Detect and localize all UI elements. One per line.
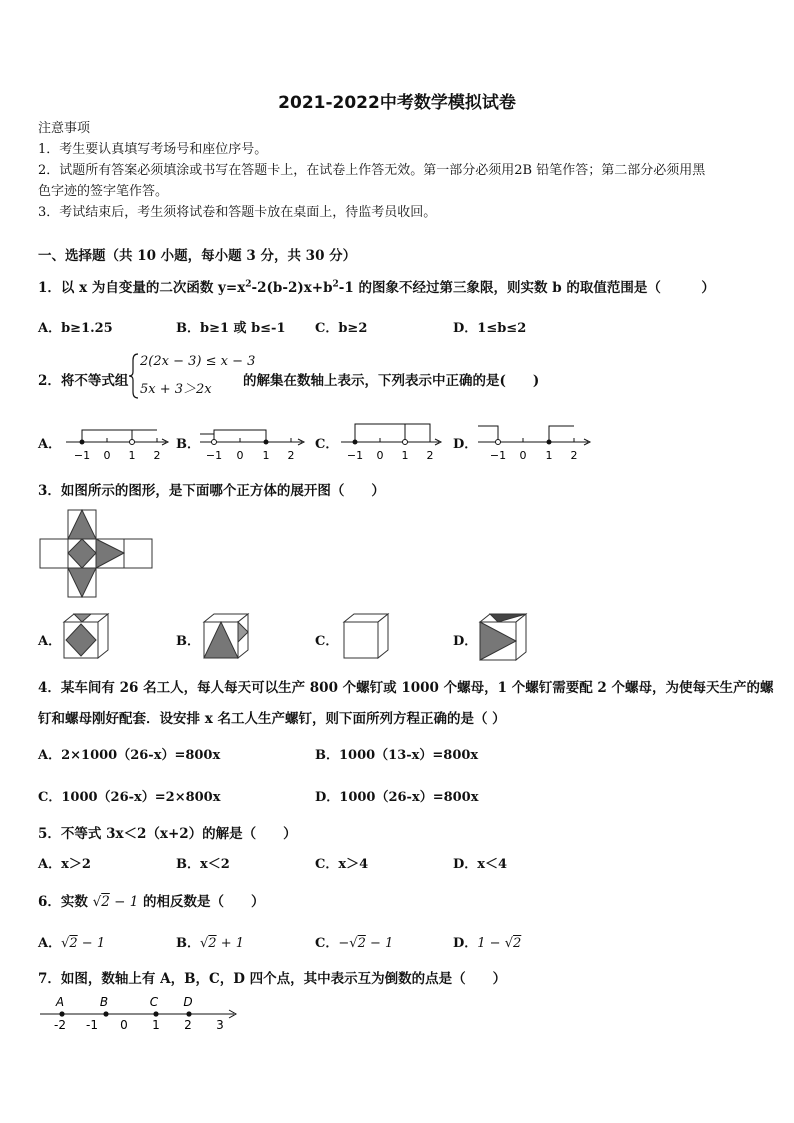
question-1: [38, 276, 715, 296]
tick-label: 2: [153, 449, 161, 462]
q3-option-d-cube[interactable]: [476, 612, 532, 664]
tick-label: 0: [519, 449, 527, 462]
option-expression: 1 − √2: [477, 936, 522, 951]
notice-item: 色字迹的签字笔作答。: [38, 184, 169, 199]
notice-item: 1．考生要认真填写考场号和座位序号。: [38, 142, 268, 157]
option-expression: −√2 − 1: [338, 936, 394, 951]
tick-label: 0: [103, 449, 111, 462]
tick-label: 1: [401, 449, 409, 462]
option-expression: √2 + 1: [200, 936, 245, 951]
tick-label: 0: [236, 449, 244, 462]
question-6: [38, 890, 265, 910]
q3-option-d-label[interactable]: D．: [453, 634, 478, 649]
q6-expression: √2 − 1: [92, 894, 139, 910]
q2-inequality-1: 2(2x − 3) ≤ x − 3: [140, 354, 256, 369]
q2-text-post: 的解集在数轴上表示，下列表示中正确的是( ): [243, 373, 540, 389]
q2-option-c-label[interactable]: C．: [315, 437, 339, 452]
q6-text-post: 的相反数是（ ）: [143, 894, 265, 910]
notice-item: 2．试题所有答案必须填涂或书写在答题卡上，在试卷上作答无效。第一部分必须用2B 铅笔作答；第二部分必须用黑: [38, 163, 706, 178]
tick-label: 0: [376, 449, 384, 462]
question-3: 3．如图所示的图形，是下面哪个正方体的展开图（ ）: [38, 483, 385, 499]
notice-heading: 注意事项: [38, 121, 91, 136]
q2-option-c-number-line[interactable]: [337, 420, 445, 464]
q2-option-b-number-line[interactable]: [196, 420, 308, 464]
tick-label: 0: [120, 1018, 128, 1032]
tick-label: -1: [86, 1018, 98, 1032]
q7-number-line: [36, 992, 246, 1034]
q5-option-b[interactable]: B．x＜2: [176, 857, 230, 872]
option-expression: √2 − 1: [61, 936, 106, 951]
tick-label: 2: [184, 1018, 192, 1032]
q2-text-pre: 2．将不等式组: [38, 373, 129, 389]
q3-option-c-label[interactable]: C．: [315, 634, 339, 649]
q1-option-d[interactable]: D．1≤b≤2: [453, 321, 527, 336]
q6-option-a[interactable]: [38, 932, 105, 951]
q2-option-a-number-line[interactable]: [62, 420, 172, 464]
point-label-d: D: [183, 995, 193, 1009]
tick-label: −1: [489, 449, 507, 462]
option-label: C．: [315, 936, 339, 951]
q1-text-pre: 1．以 x 为自变量的二次函数 y=x: [38, 280, 246, 296]
q3-option-b-cube[interactable]: [200, 612, 252, 662]
tick-label: −1: [73, 449, 91, 462]
q1-option-b[interactable]: B．b≥1 或 b≤-1: [176, 321, 286, 336]
tick-label: 1: [128, 449, 136, 462]
q4-option-a[interactable]: A．2×1000（26-x）=800x: [38, 748, 221, 763]
option-label: A．: [38, 936, 62, 951]
q6-expression-tail: − 1: [109, 894, 139, 910]
q2-option-d-label[interactable]: D．: [453, 437, 478, 452]
q6-option-b[interactable]: [176, 932, 244, 951]
tick-label: 3: [216, 1018, 224, 1032]
q2-option-a-label[interactable]: A．: [38, 437, 62, 452]
point-label-b: B: [99, 995, 109, 1009]
notice-item: 3．考试结束后，考生须将试卷和答题卡放在桌面上，待监考员收回。: [38, 205, 437, 220]
tick-label: 2: [287, 449, 295, 462]
q2-brace: [128, 352, 140, 400]
question-5: 5．不等式 3x＜2（x+2）的解是（ ）: [38, 826, 297, 842]
q4-option-c[interactable]: C．1000（26-x）=2×800x: [38, 790, 221, 805]
tick-label: −1: [346, 449, 364, 462]
q6-option-c[interactable]: [315, 932, 393, 951]
q2-inequality-2: 5x + 3＞2x: [140, 382, 212, 397]
tick-label: 1: [545, 449, 553, 462]
q1-option-c[interactable]: C．b≥2: [315, 321, 368, 336]
q1-text-post: -1 的图象不经过第三象限，则实数 b 的取值范围是（ ）: [338, 280, 715, 296]
point-label-a: A: [55, 995, 65, 1009]
q4-option-b[interactable]: B．1000（13-x）=800x: [315, 748, 479, 763]
q3-option-c-cube[interactable]: [340, 612, 392, 662]
option-label: B．: [176, 936, 200, 951]
q1-option-a[interactable]: A．b≥1.25: [38, 321, 113, 336]
tick-label: 1: [262, 449, 270, 462]
q2-option-d-number-line[interactable]: [474, 420, 594, 464]
question-4-line-1: 4．某车间有 26 名工人，每人每天可以生产 800 个螺钉或 1000 个螺母，1 个螺钉需要配 2 个螺母，为使每天生产的螺: [38, 680, 774, 696]
section-heading: 一、选择题（共 10 小题，每小题 3 分，共 30 分）: [38, 248, 357, 264]
tick-label: -2: [54, 1018, 66, 1032]
option-label: D．: [453, 936, 478, 951]
q5-option-c[interactable]: C．x＞4: [315, 857, 369, 872]
q3-cube-net-figure: [38, 508, 158, 600]
tick-label: 1: [152, 1018, 160, 1032]
q3-option-a-label[interactable]: A．: [38, 634, 62, 649]
tick-label: −1: [205, 449, 223, 462]
q6-text-pre: 6．实数: [38, 894, 88, 910]
q4-option-d[interactable]: D．1000（26-x）=800x: [315, 790, 479, 805]
q1-superscript: 2: [332, 279, 339, 290]
q1-superscript: 2: [245, 279, 252, 290]
q2-option-b-label[interactable]: B．: [176, 437, 200, 452]
point-label-c: C: [149, 995, 159, 1009]
tick-label: 2: [570, 449, 578, 462]
tick-label: 2: [426, 449, 434, 462]
q5-option-a[interactable]: A．x＞2: [38, 857, 91, 872]
q3-option-b-label[interactable]: B．: [176, 634, 200, 649]
q3-option-a-cube[interactable]: [60, 612, 112, 662]
page-title: 2021-2022中考数学模拟试卷: [278, 93, 516, 113]
q5-option-d[interactable]: D．x＜4: [453, 857, 508, 872]
q1-text-mid: -2(b-2)x+b: [251, 280, 333, 296]
question-7: 7．如图，数轴上有 A，B，C，D 四个点，其中表示互为倒数的点是（ ）: [38, 971, 507, 987]
question-4-line-2: 钉和螺母刚好配套．设安排 x 名工人生产螺钉，则下面所列方程正确的是（ ）: [38, 711, 506, 727]
radicand: 2: [101, 894, 110, 910]
q6-option-d[interactable]: [453, 932, 521, 951]
